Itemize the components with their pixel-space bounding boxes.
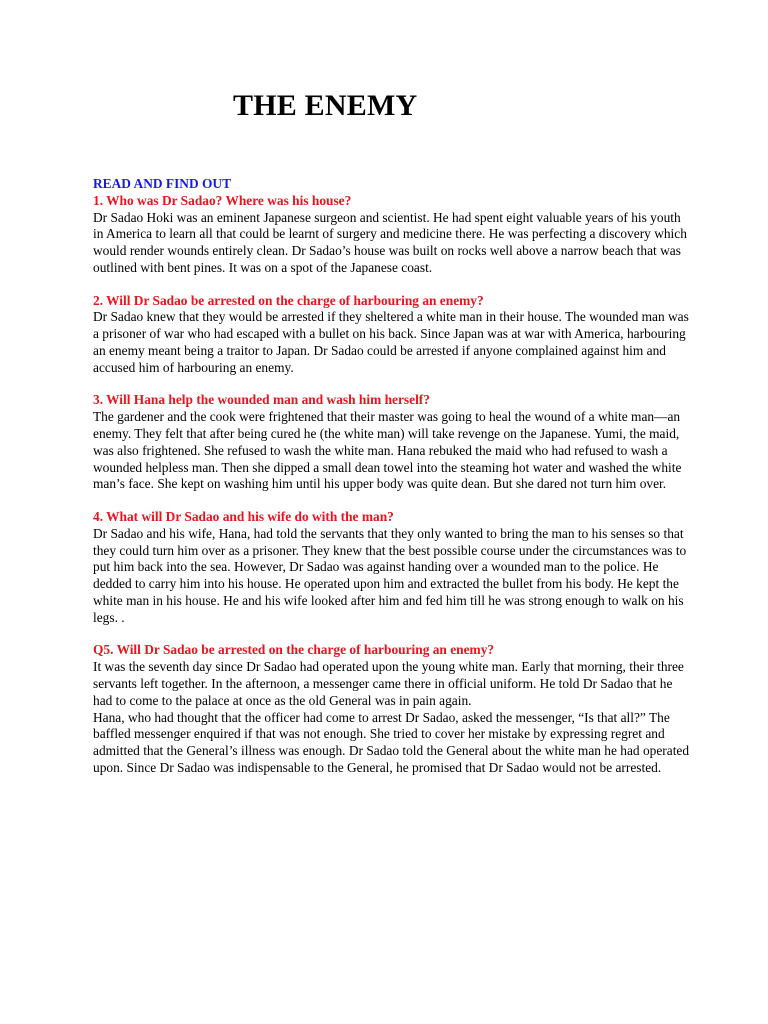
answer-4-paragraph-1: Dr Sadao and his wife, Hana, had told the servants that they only wanted to bring the man to his senses so that they could turn him over as a prisoner. They knew that the best possible course under the circumstances was to put him back into the sea. However, Dr Sadao was against handing over a wounded man to the police. He dedded to carry him into his house. He operated upon him and extracted the bullet from his body. He kept the white man in his house. He and his wife looked after him and fed him till he was strong enough to walk on his legs. . xyxy=(93,525,687,625)
qa-block-3 xyxy=(93,392,693,493)
qa-block-4 xyxy=(93,509,693,627)
qa-block-2 xyxy=(93,293,693,377)
question-5: Q5. Will Dr Sadao be arrested on the charge of harbouring an enemy? xyxy=(93,642,495,658)
answer-5-paragraph-1: It was the seventh day since Dr Sadao had operated upon the young white man. Early that morning, their three servants left together. In the afternoon, a messenger came there in official uniform. He told Dr Sadao that he had to come to the palace at once as the old General was in pain again. xyxy=(93,659,684,708)
question-2: 2. Will Dr Sadao be arrested on the charge of harbouring an enemy? xyxy=(93,292,484,308)
answer-3-paragraph-1: The gardener and the cook were frightened that their master was going to heal the wound of a white man—an enemy. They felt that after being cured he (the white man) will take revenge on the Japanese. Yumi, the maid, was also frightened. She refused to wash the white man. Hana rebuked the maid who had refused to wash a wounded helpless man. Then she dipped a small dean towel into the steaming hot water and washed the white man’s face. She kept on washing him until his upper body was quite dean. But she dared not turn him over. xyxy=(93,409,682,492)
answer-5-paragraph-2: Hana, who had thought that the officer had come to arrest Dr Sadao, asked the messenger, “Is that all?” The baffled messenger enquired if that was not enough. She tried to cover her mistake by expressing regret and admitted that the General’s illness was enough. Dr Sadao told the General about the white man he had operated upon. Since Dr Sadao was indispensable to the General, he promised that Dr Sadao would not be arrested. xyxy=(93,709,690,775)
question-3: 3. Will Hana help the wounded man and wash him herself? xyxy=(93,392,430,408)
qa-block-5 xyxy=(93,642,693,776)
section-heading: READ AND FIND OUT xyxy=(93,176,232,191)
question-1: 1. Who was Dr Sadao? Where was his house? xyxy=(93,192,352,208)
document-body xyxy=(93,176,693,777)
answer-1-paragraph-1: Dr Sadao Hoki was an eminent Japanese surgeon and scientist. He had spent eight valuable years of his youth in America to learn all that could be learnt of surgery and medicine there. He was perfecting a discovery which would render wounds entirely clean. Dr Sadao’s house was built on rocks well above a narrow beach that was outlined with bent pines. It was on a spot of the Japanese coast. xyxy=(93,209,687,275)
qa-block-1 xyxy=(93,193,693,277)
question-4: 4. What will Dr Sadao and his wife do with the man? xyxy=(93,508,394,524)
page-title: THE ENEMY xyxy=(233,89,418,122)
answer-2-paragraph-1: Dr Sadao knew that they would be arrested if they sheltered a white man in their house. The wounded man was a prisoner of war who had escaped with a bullet on his back. Since Japan was at war with America, harbouring an enemy meant being a traitor to Japan. Dr Sadao could be arrested if anyone complained against him and accused him of harbouring an enemy. xyxy=(93,309,689,375)
